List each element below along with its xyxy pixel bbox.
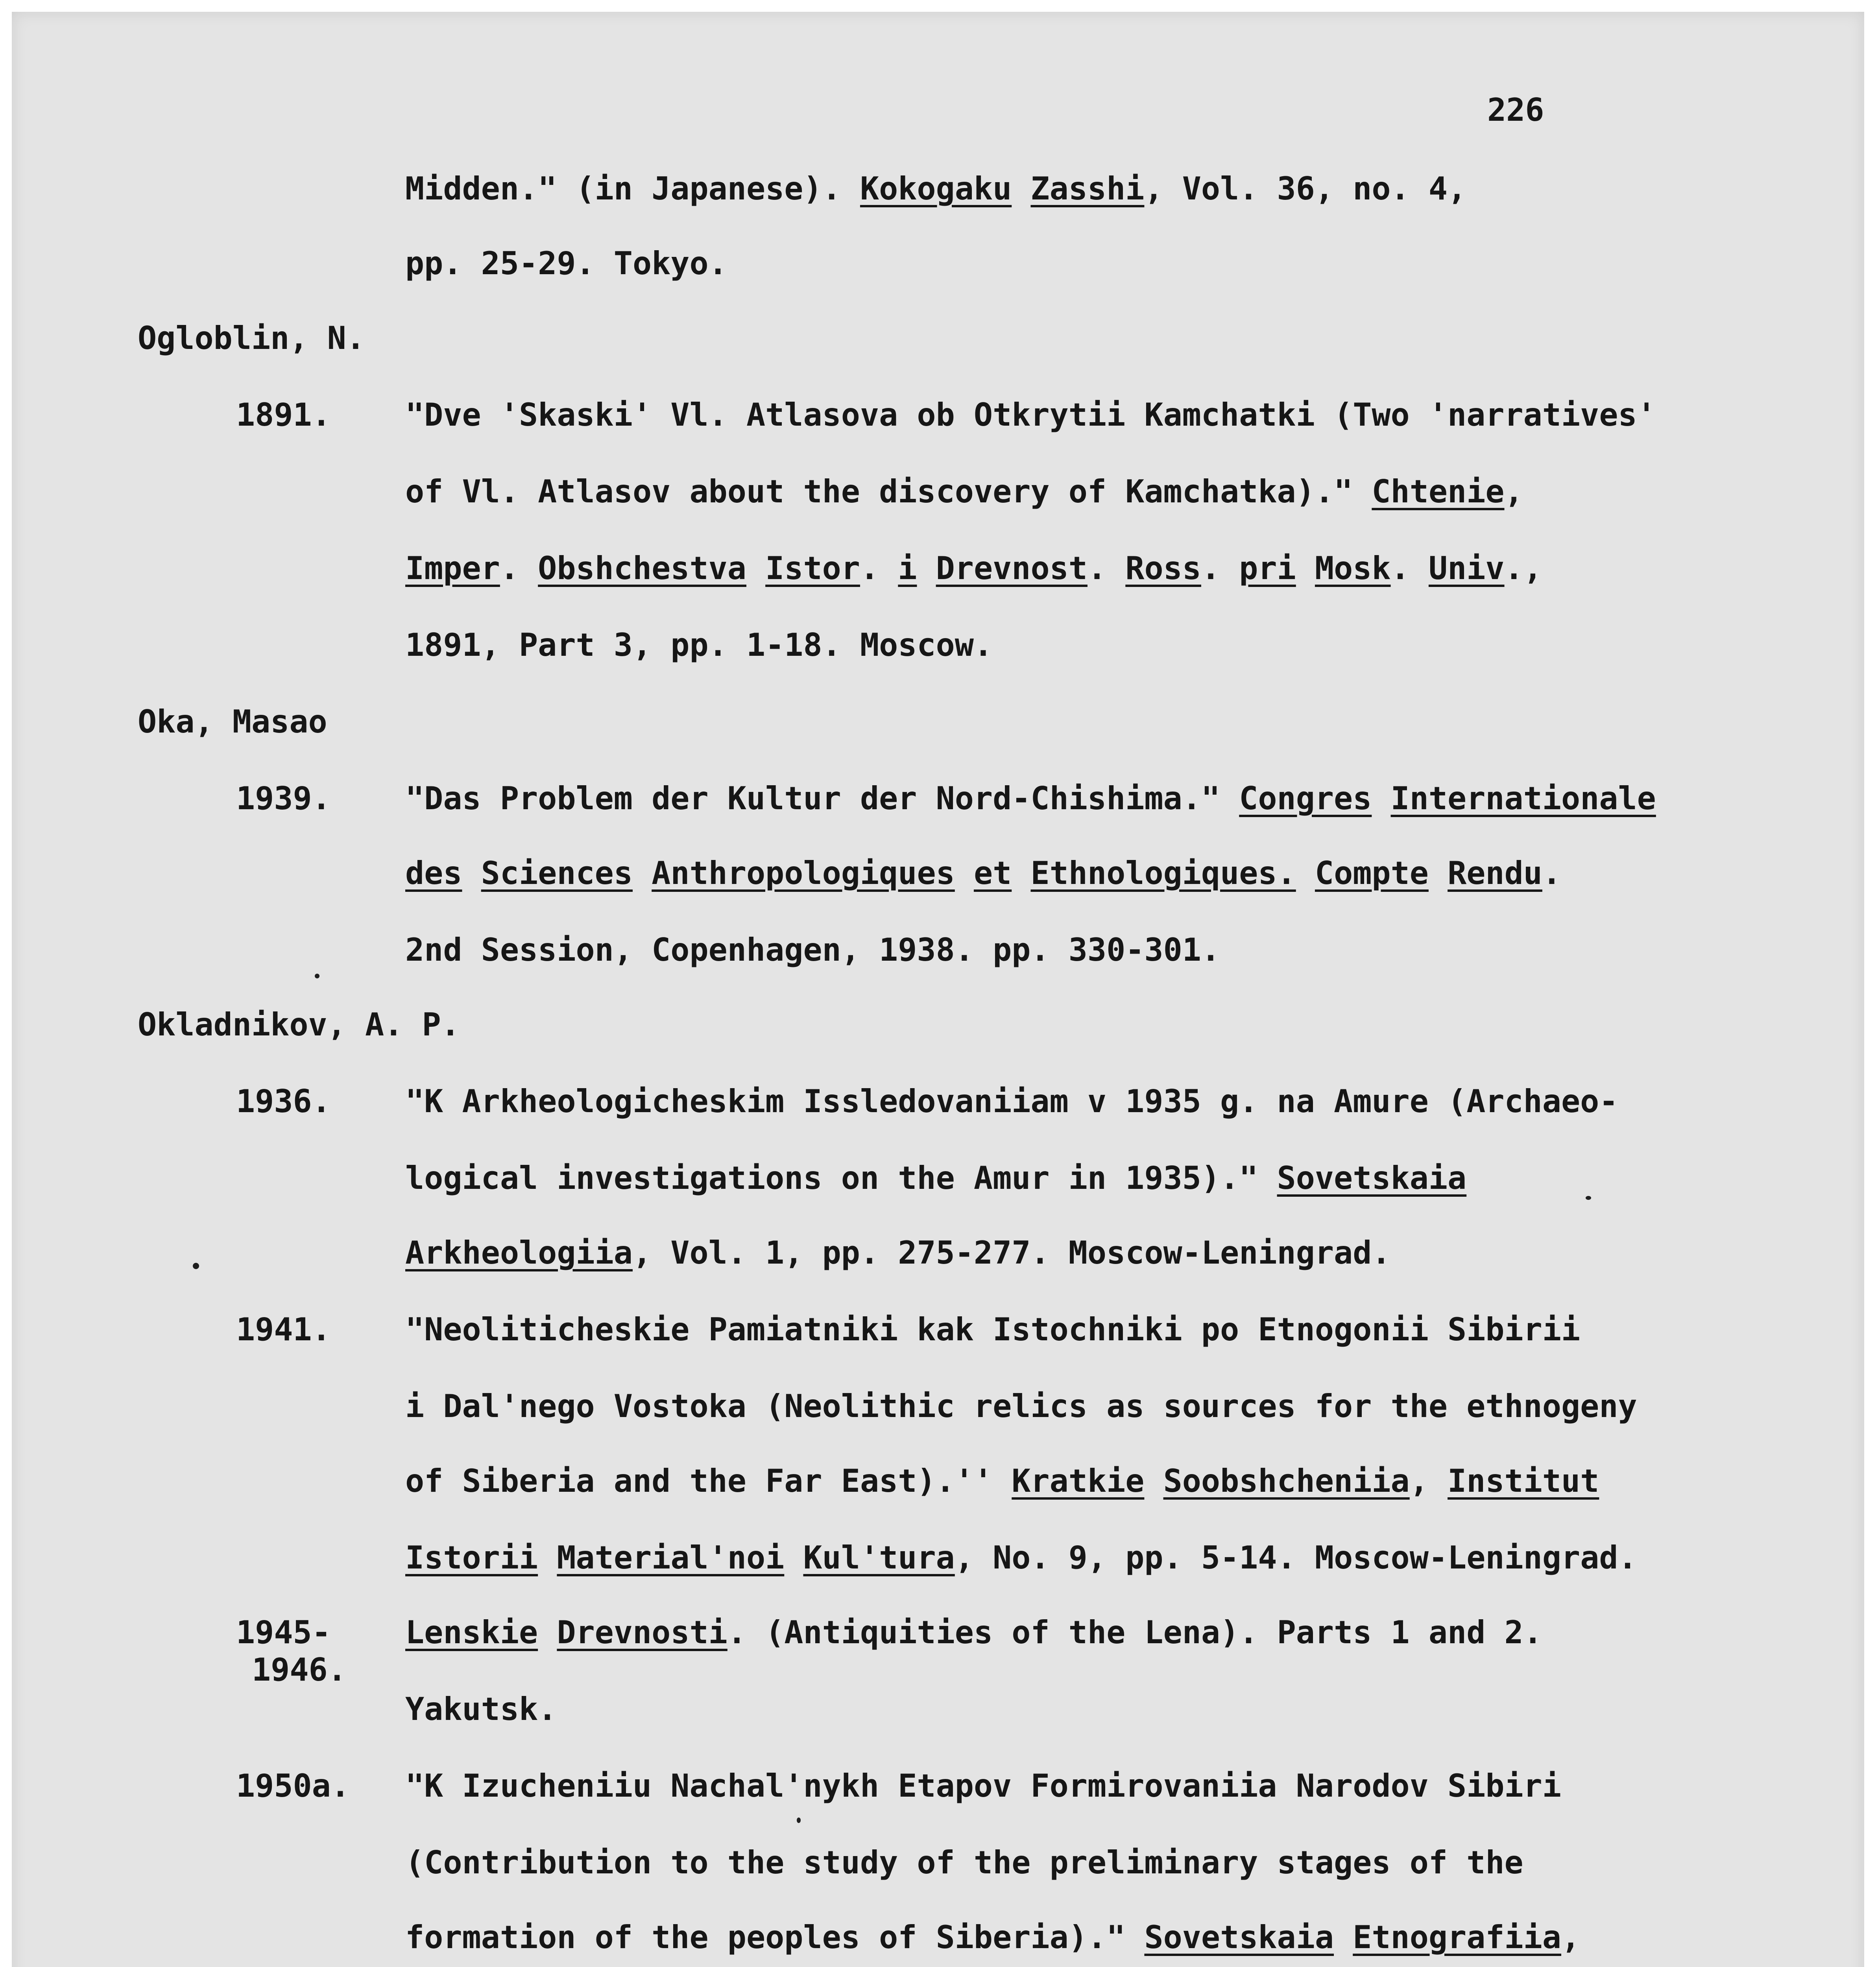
entry-year: 1891. [236,397,331,433]
citation-text: formation of the peoples of Siberia)." [405,1919,1145,1956]
citation-line [405,1159,1466,1198]
citation-text [1429,855,1448,891]
citation-line [405,472,1523,511]
entry-year: 1939. [236,780,331,817]
underlined-title-word: i [898,550,917,587]
citation-text: pp. 25-29. Tokyo. [405,245,728,282]
underlined-title-word: Congres [1239,780,1372,817]
underlined-title-word: pri [1239,550,1296,587]
underlined-title-word: Kratkie [1012,1463,1145,1499]
author-heading: Oka, Masao [138,703,327,740]
underlined-title-word: Imper [405,550,500,587]
citation-line [405,1387,1637,1426]
citation-line [405,854,1561,893]
citation-text [1296,550,1315,587]
citation-line [405,1538,1637,1578]
underlined-title-word: Drevnosti [557,1614,728,1651]
underlined-title-word: Soobshcheniia [1163,1463,1410,1499]
citation-text: 1891, Part 3, pp. 1-18. Moscow. [405,627,993,663]
underlined-title-word: Sciences [481,855,633,891]
citation-line [405,1766,1561,1806]
author-heading: Okladnikov, A. P. [138,1006,460,1043]
citation-text: 2nd Session, Copenhagen, 1938. pp. 330-301. [405,932,1221,968]
citation-text: , Vol. 1, pp. 275-277. Moscow-Leningrad. [632,1234,1391,1271]
scan-speck [193,1263,199,1269]
underlined-title-word: Institut [1448,1463,1599,1499]
citation-line [405,779,1656,818]
entry-year: 1950a. [236,1768,350,1804]
citation-text: . (Antiquities of the Lena). Parts 1 and 2. [727,1614,1542,1651]
citation-text [1012,170,1030,207]
citation-line [405,169,1466,209]
underlined-title-word: Obshchestva [538,550,746,587]
citation-line [405,1233,1391,1273]
citation-text: ., [1504,550,1542,587]
underlined-title-word: Compte [1315,855,1429,891]
citation-line [405,1690,557,1729]
citation-line [405,626,993,665]
citation-text: . [1201,550,1239,587]
underlined-title-word: Material'noi [557,1539,785,1576]
citation-text [1334,1919,1353,1956]
citation-text [1012,855,1030,891]
underlined-title-word: des [405,855,462,891]
underlined-title-word: Kul'tura [803,1539,955,1576]
scan-speck [315,974,319,978]
underlined-title-word: Zasshi [1030,170,1145,207]
underlined-title-word: Sovetskaia [1277,1160,1467,1196]
citation-text: . [1542,855,1562,891]
entry-year: 1941. [236,1311,331,1348]
citation-text: "Dve 'Skaski' Vl. Atlasova ob Otkrytii Kamchatki (Two 'narratives' [405,397,1656,433]
underlined-title-word: Kokogaku [860,170,1012,207]
citation-text: . [1087,550,1126,587]
citation-text: . [860,550,898,587]
citation-text: (Contribution to the study of the preliminary stages of the [405,1844,1523,1881]
underlined-title-word: Anthropologiques [652,855,955,891]
citation-line [405,1461,1599,1501]
citation-line [405,1613,1542,1652]
underlined-title-word: Istor [765,550,860,587]
citation-text: "K Izucheniiu Nachal'nykh Etapov Formirovaniia Narodov Sibiri [405,1768,1562,1804]
underlined-title-word: Ross [1125,550,1201,587]
citation-text [633,855,652,891]
underlined-title-word: Drevnost [936,550,1088,587]
citation-line [405,244,728,283]
citation-text: "Das Problem der Kultur der Nord-Chishima." [405,780,1239,817]
citation-text: "Neoliticheskie Pamiatniki kak Istochniki po Etnogonii Sibirii [405,1311,1581,1348]
underlined-title-word: et [973,855,1012,891]
citation-text: Yakutsk. [405,1691,557,1727]
citation-line [405,1310,1580,1349]
citation-text [1296,855,1315,891]
citation-line [405,1843,1523,1882]
citation-line [405,930,1220,970]
author-heading: Ogloblin, N. [138,320,365,356]
citation-line [405,1918,1580,1957]
citation-text [1144,1463,1163,1499]
underlined-title-word: Istorii [405,1539,538,1576]
citation-line [405,1082,1618,1121]
citation-text: of Vl. Atlasov about the discovery of Kamchatka)." [405,473,1372,510]
underlined-title-word: Chtenie [1372,473,1505,510]
page-number: 226 [1487,92,1544,128]
citation-text: , Vol. 36, no. 4, [1144,170,1467,207]
underlined-title-word: Rendu [1448,855,1542,891]
citation-text: . [500,550,538,587]
entry-year: 1946. [252,1651,347,1688]
citation-text [955,855,974,891]
underlined-title-word: Etnografiia [1353,1919,1562,1956]
citation-line [405,549,1542,588]
citation-text [1372,780,1390,817]
citation-text: , No. 9, pp. 5-14. Moscow-Leningrad. [955,1539,1637,1576]
citation-text: of Siberia and the Far East).'' [405,1463,1012,1499]
citation-text: , [1561,1919,1581,1956]
citation-text: i Dal'nego Vostoka (Neolithic relics as sources for the ethnogeny [405,1388,1637,1425]
citation-text: logical investigations on the Amur in 1935)." [405,1160,1277,1196]
entry-year: 1936. [236,1083,331,1120]
citation-text [746,550,765,587]
citation-text [917,550,936,587]
underlined-title-word: Mosk [1315,550,1391,587]
entry-year: 1945- [236,1614,331,1651]
underlined-title-word: Arkheologiia [405,1234,633,1271]
scan-speck [1586,1196,1591,1200]
underlined-title-word: Univ [1428,550,1505,587]
citation-text [538,1539,557,1576]
underlined-title-word: Lenskie [405,1614,538,1651]
underlined-title-word: Sovetskaia [1144,1919,1334,1956]
citation-text: , [1409,1463,1448,1499]
scan-speck [797,1818,801,1823]
underlined-title-word: Internationale [1390,780,1656,817]
citation-text: , [1504,473,1523,510]
citation-text [462,855,481,891]
citation-text: . [1390,550,1429,587]
citation-text [784,1539,803,1576]
citation-line [405,395,1656,435]
citation-text: Midden." (in Japanese). [405,170,860,207]
citation-text [538,1614,557,1651]
citation-text: "K Arkheologicheskim Issledovaniiam v 1935 g. na Amure (Archaeo- [405,1083,1618,1120]
underlined-title-word: Ethnologiques. [1030,855,1296,891]
